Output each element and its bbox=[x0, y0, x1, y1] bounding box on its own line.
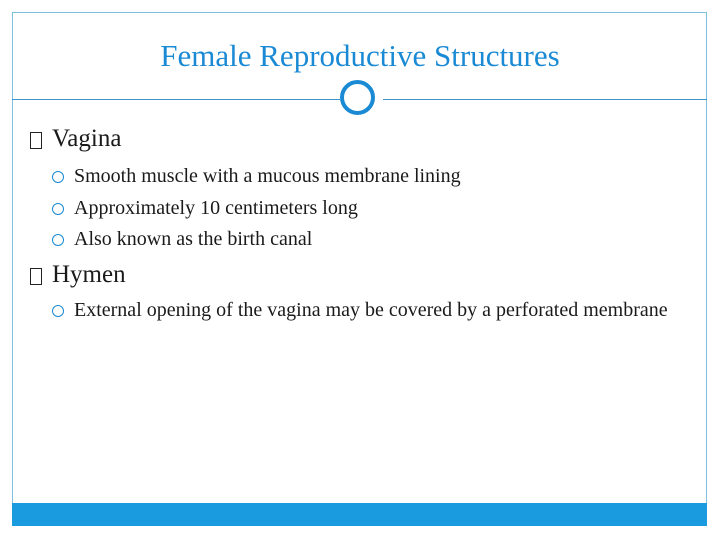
list-item-text: Approximately 10 centimeters long bbox=[74, 197, 358, 219]
section-heading-hymen bbox=[30, 260, 126, 290]
list-item bbox=[52, 163, 694, 189]
footer-bar bbox=[12, 503, 707, 526]
bullet-circle-icon bbox=[52, 234, 64, 246]
list-item bbox=[52, 297, 694, 323]
title-divider-right bbox=[383, 99, 707, 100]
list-item bbox=[52, 226, 694, 252]
bullet-circle-icon bbox=[52, 305, 64, 317]
bullet-circle-icon bbox=[52, 171, 64, 183]
list-item-text: Smooth muscle with a mucous membrane lining bbox=[74, 165, 461, 187]
section-heading-label: Hymen bbox=[52, 261, 126, 288]
list-item bbox=[52, 195, 694, 221]
bullet-circle-icon bbox=[52, 203, 64, 215]
title-divider-left bbox=[12, 99, 340, 100]
section-heading-label: Vagina bbox=[52, 125, 122, 152]
list-item-text: Also known as the birth canal bbox=[74, 228, 313, 250]
section-heading-vagina bbox=[30, 124, 121, 154]
missing-glyph-icon bbox=[30, 132, 42, 149]
slide-title: Female Reproductive Structures bbox=[160, 38, 560, 73]
circle-ornament-icon bbox=[340, 80, 375, 115]
missing-glyph-icon bbox=[30, 268, 42, 285]
list-item-text: External opening of the vagina may be covered by a perforated membrane bbox=[74, 299, 668, 321]
